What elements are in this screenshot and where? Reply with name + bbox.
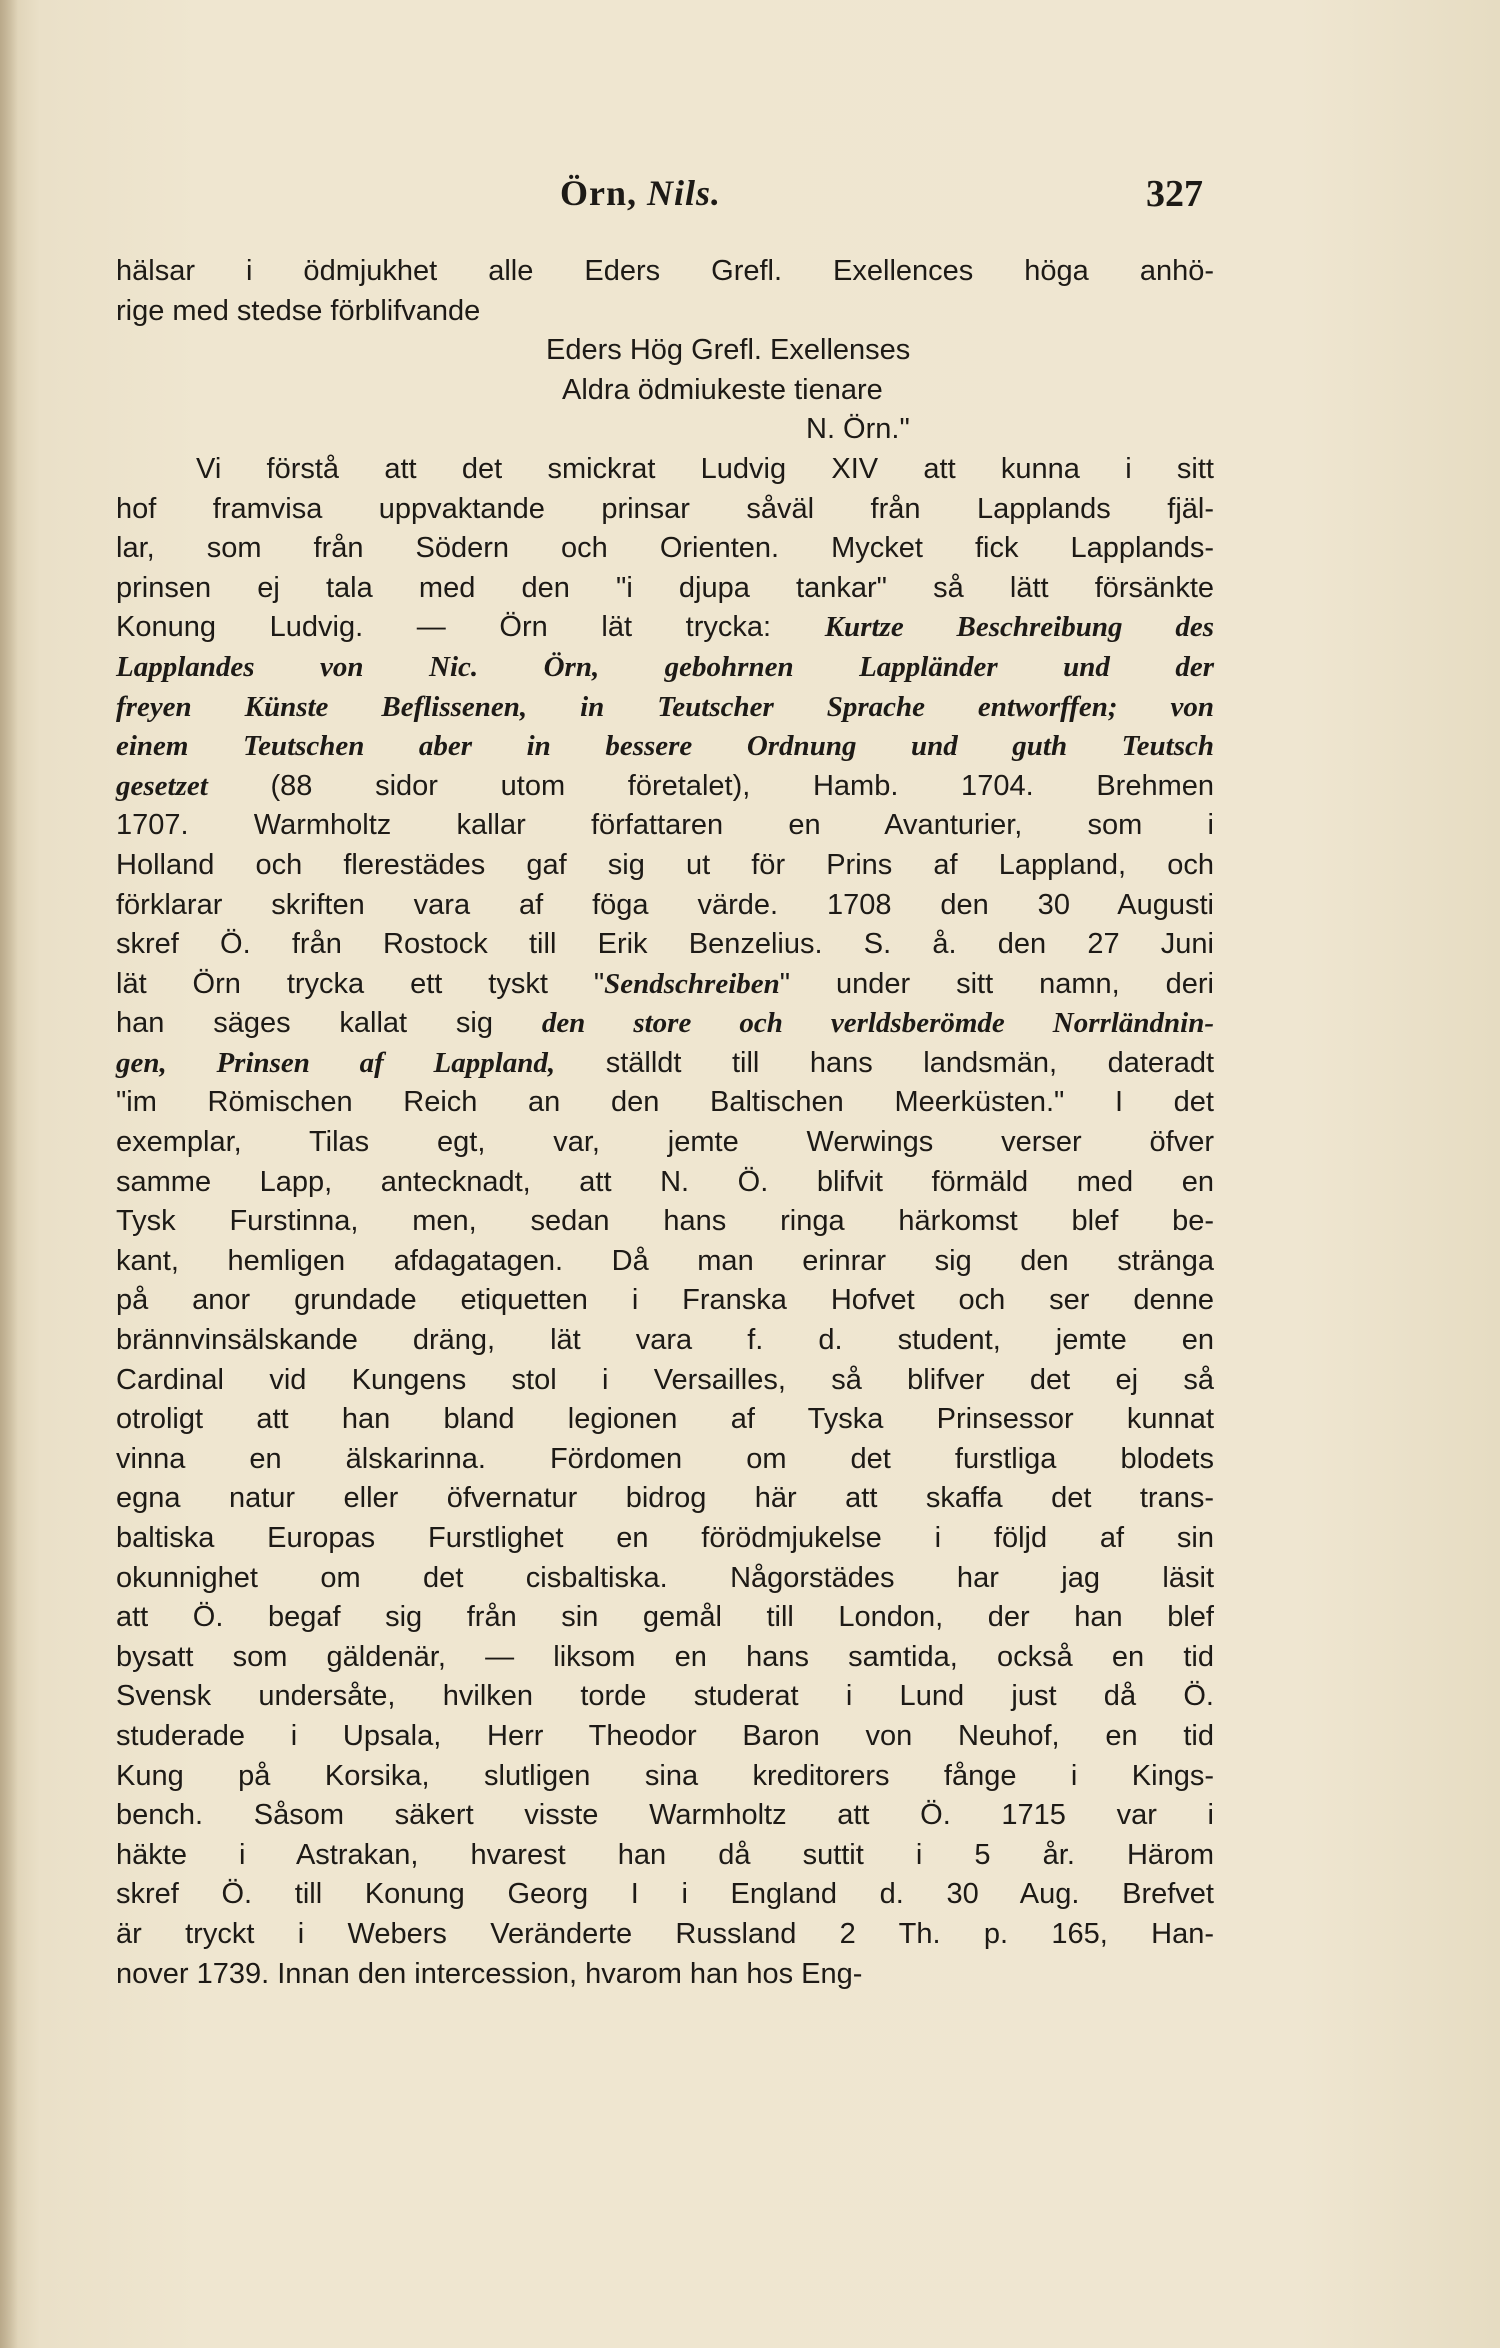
text-line: 1707. Warmholtz kallar författaren en Avanturier, som i [116,809,1214,842]
title-given-name: Nils. [647,173,722,213]
text-line: bysatt som gäldenär, — liksom en hans samtida, också en tid [116,1640,1214,1673]
text-line: studerade i Upsala, Herr Theodor Baron von Neuhof, en tid [116,1719,1214,1752]
text-line: baltiska Europas Furstlighet en förödmjukelse i följd af sin [116,1522,1214,1554]
body-text [116,252,1214,1994]
text-segment: lät Örn trycka ett tyskt " [116,967,605,1000]
text-line [116,965,1214,1005]
text-line: Eders Hög Grefl. Exellenses [546,334,911,367]
text-line: vinna en älskarinna. Fördomen om det furstliga blodets [116,1442,1214,1475]
running-title [560,172,721,214]
text-line: hälsar i ödmjukhet alle Eders Grefl. Exellences höga anhö- [116,255,1214,287]
italic-title-text: einem Teutschen aber in bessere Ordnung und guth Teutsch [116,730,1214,763]
text-line: bench. Såsom säkert visste Warmholtz att Ö. 1715 var i [116,1799,1214,1832]
text-line [116,767,1214,807]
text-line: egna natur eller öfvernatur bidrog här att skaffa det trans- [116,1482,1214,1515]
text-line [116,1004,1214,1044]
page-number: 327 [1146,173,1203,215]
text-segment: ställdt till hans landsmän, dateradt [555,1046,1215,1079]
text-line: kant, hemligen afdagatagen. Då man erinrar sig den stränga [116,1244,1214,1277]
italic-title-text: gen, Prinsen af Lappland, [116,1046,556,1079]
text-line: Holland och flerestädes gaf sig ut för Prins af Lappland, och [116,848,1214,881]
text-line: förklarar skriften vara af föga värde. 1708 den 30 Augusti [116,888,1214,921]
text-line: att Ö. begaf sig från sin gemål till London, der han blef [116,1601,1214,1634]
text-segment: (88 sidor utom företalet), Hamb. 1704. Brehmen [207,769,1214,802]
page-edge-shadow [0,0,18,2348]
running-header [0,172,1500,232]
text-line: exemplar, Tilas egt, var, jemte Werwings verser öfver [116,1126,1214,1159]
text-line: Vi förstå att det smickrat Ludvig XIV att kunna i sitt [196,452,1214,485]
italic-title-text: den store och verldsberömde Norrländnin- [541,1007,1214,1040]
italic-title-text: Lapplandes von Nic. Örn, gebohrnen Lappländer und der [116,650,1214,683]
text-line: Tysk Furstinna, men, sedan hans ringa härkomst blef be- [116,1205,1214,1238]
text-line [116,688,1214,728]
italic-title-text: Sendschreiben [604,967,780,1000]
text-line: Cardinal vid Kungens stol i Versailles, så blifver det ej så [116,1363,1214,1396]
text-line: lar, som från Södern och Orienten. Mycket fick Lapplands- [116,532,1214,565]
text-line: Aldra ödmiukeste tienare [562,373,883,406]
text-line: rige med stedse förblifvande [116,294,481,327]
text-line: brännvinsälskande dräng, lät vara f. d. student, jemte en [116,1324,1214,1357]
text-line: samme Lapp, antecknadt, att N. Ö. blifvit förmäld med en [116,1165,1214,1198]
text-line: hof framvisa uppvaktande prinsar såväl från Lapplands fjäl- [116,492,1214,525]
italic-title-text: freyen Künste Beflissenen, in Teutscher Sprache entworffen; von [116,690,1214,723]
text-line: prinsen ej tala med den "i djupa tankar" så lätt försänkte [116,571,1214,604]
text-line [116,648,1214,688]
text-line: N. Örn." [806,413,910,446]
text-line: är tryckt i Webers Veränderte Russland 2 Th. p. 165, Han- [116,1917,1214,1950]
italic-title-text: gesetzet [116,769,208,802]
text-line: otroligt att han bland legionen af Tyska Prinsessor kunnat [116,1403,1214,1436]
text-line: okunnighet om det cisbaltiska. Någorstädes har jag läsit [116,1561,1214,1594]
text-line: skref Ö. till Konung Georg I i England d. 30 Aug. Brefvet [116,1878,1214,1911]
title-surname: Örn, [560,173,638,213]
text-line: skref Ö. från Rostock till Erik Benzelius. S. å. den 27 Juni [116,928,1214,961]
italic-title-text: Kurtze Beschreibung des [824,611,1214,644]
text-segment: han säges kallat sig [116,1007,542,1040]
text-line [116,727,1214,767]
text-line: nover 1739. Innan den intercession, hvarom han hos Eng- [116,1957,863,1990]
text-line [116,608,1214,648]
text-line: Kung på Korsika, slutligen sina kreditorers fånge i Kings- [116,1759,1214,1792]
text-line: på anor grundade etiquetten i Franska Hofvet och ser denne [116,1284,1214,1317]
text-line: häkte i Astrakan, hvarest han då suttit i 5 år. Härom [116,1838,1214,1871]
text-line: Svensk undersåte, hvilken torde studerat i Lund just då Ö. [116,1680,1214,1713]
text-line [116,1044,1214,1084]
text-line: "im Römischen Reich an den Baltischen Meerküsten." I det [116,1086,1214,1119]
text-segment: " under sitt namn, deri [779,967,1214,1000]
text-segment: Konung Ludvig. — Örn lät trycka: [116,611,825,644]
